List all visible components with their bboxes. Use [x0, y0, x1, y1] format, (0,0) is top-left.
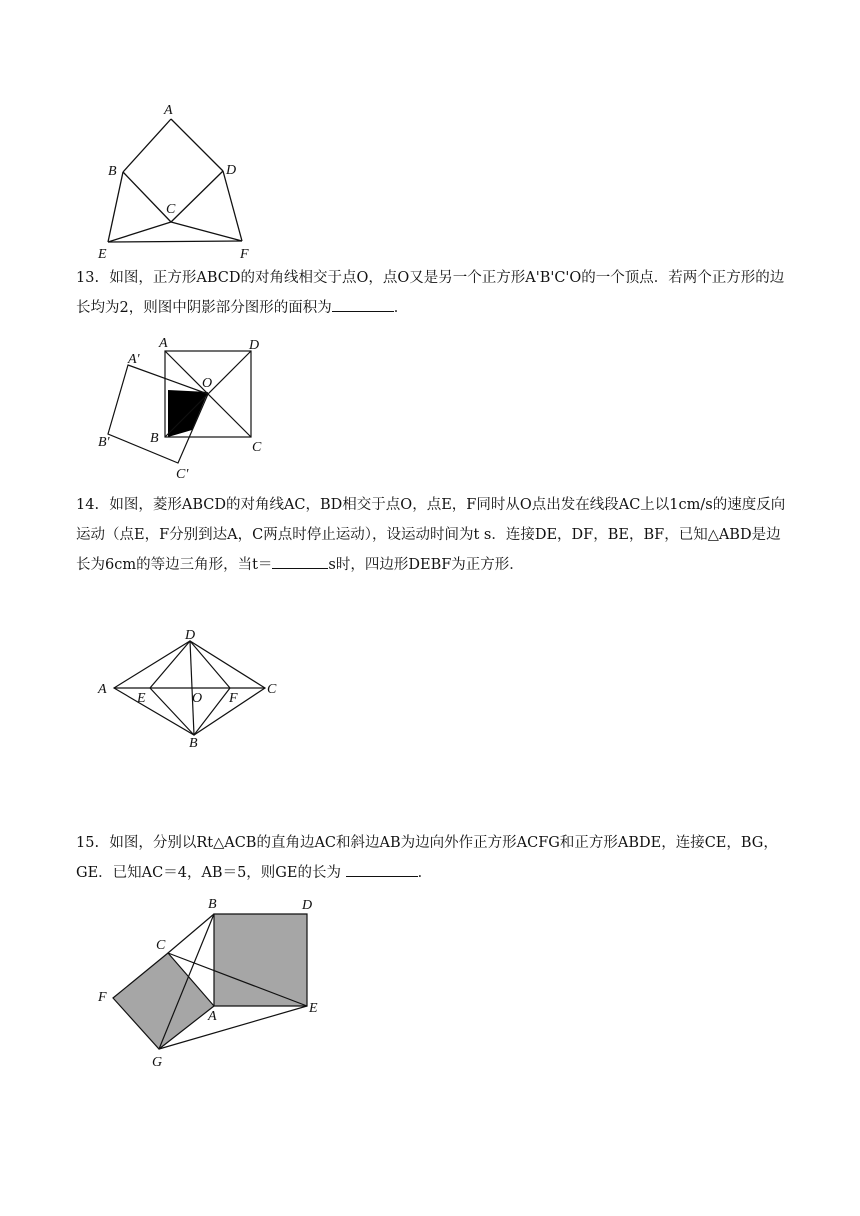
question-text: 如图，分别以Rt△ACB的直角边AC和斜边AB为边向外作正方形ACFG和正方形ABDE，连接CE，BG，GE．已知AC＝4，AB＝5，则GE的长为	[76, 835, 778, 881]
label-A: A	[208, 1009, 217, 1024]
label-E: E	[309, 1001, 318, 1016]
question-number: 13.	[76, 270, 100, 286]
figure-14	[90, 625, 290, 755]
label-E: E	[137, 691, 146, 706]
label-B-prime: B'	[98, 435, 110, 450]
question-text: 如图，正方形ABCD的对角线相交于点O，点O又是另一个正方形A'B'C'O的一个顶点．若两个正方形的边长均为2，则图中阴影部分图形的面积为	[76, 270, 785, 316]
label-B: B	[108, 164, 117, 179]
question-text: 如图，菱形ABCD的对角线AC，BD相交于点O，点E，F同时从O点出发在线段AC上以1cm/s的速度反向运动（点E，F分别到达A，C两点时停止运动），设运动时间为t s．连接DE，DF，BE，BF，已知△ABD是边长为6cm的等边三角形，当t＝	[76, 497, 786, 573]
label-F: F	[229, 691, 238, 706]
label-A: A	[159, 336, 168, 351]
question-text-end: ．	[417, 865, 433, 881]
question-14	[76, 490, 786, 580]
question-13	[76, 263, 786, 323]
label-C: C	[166, 202, 176, 217]
answer-blank[interactable]	[272, 550, 328, 569]
label-D: D	[302, 898, 313, 913]
label-E: E	[98, 247, 107, 262]
question-number: 15.	[76, 835, 100, 851]
answer-blank[interactable]	[346, 858, 418, 877]
label-C-prime: C'	[176, 467, 189, 480]
label-F: F	[98, 990, 107, 1005]
label-C: C	[267, 682, 277, 697]
label-C: C	[156, 938, 166, 953]
label-D: D	[185, 628, 196, 643]
figure-13	[90, 330, 280, 480]
figure-12	[90, 98, 270, 268]
label-O: O	[192, 691, 203, 706]
label-A: A	[98, 682, 107, 697]
question-15	[76, 828, 786, 888]
question-text-end: ．	[393, 300, 409, 316]
figure-15	[90, 892, 340, 1072]
label-B: B	[189, 736, 198, 751]
question-number: 14.	[76, 497, 100, 513]
label-D: D	[226, 163, 237, 178]
label-C: C	[252, 440, 262, 455]
square-ABDE	[214, 914, 307, 1006]
label-F: F	[240, 247, 249, 262]
square-ACFG	[113, 953, 214, 1049]
answer-blank[interactable]	[332, 293, 394, 312]
label-G: G	[152, 1055, 163, 1070]
label-A: A	[164, 103, 173, 118]
label-A-prime: A'	[128, 352, 140, 367]
label-D: D	[249, 338, 260, 353]
label-B: B	[208, 897, 217, 912]
question-text-end: s时，四边形DEBF为正方形．	[328, 557, 524, 573]
label-B: B	[150, 431, 159, 446]
label-O: O	[202, 376, 213, 391]
